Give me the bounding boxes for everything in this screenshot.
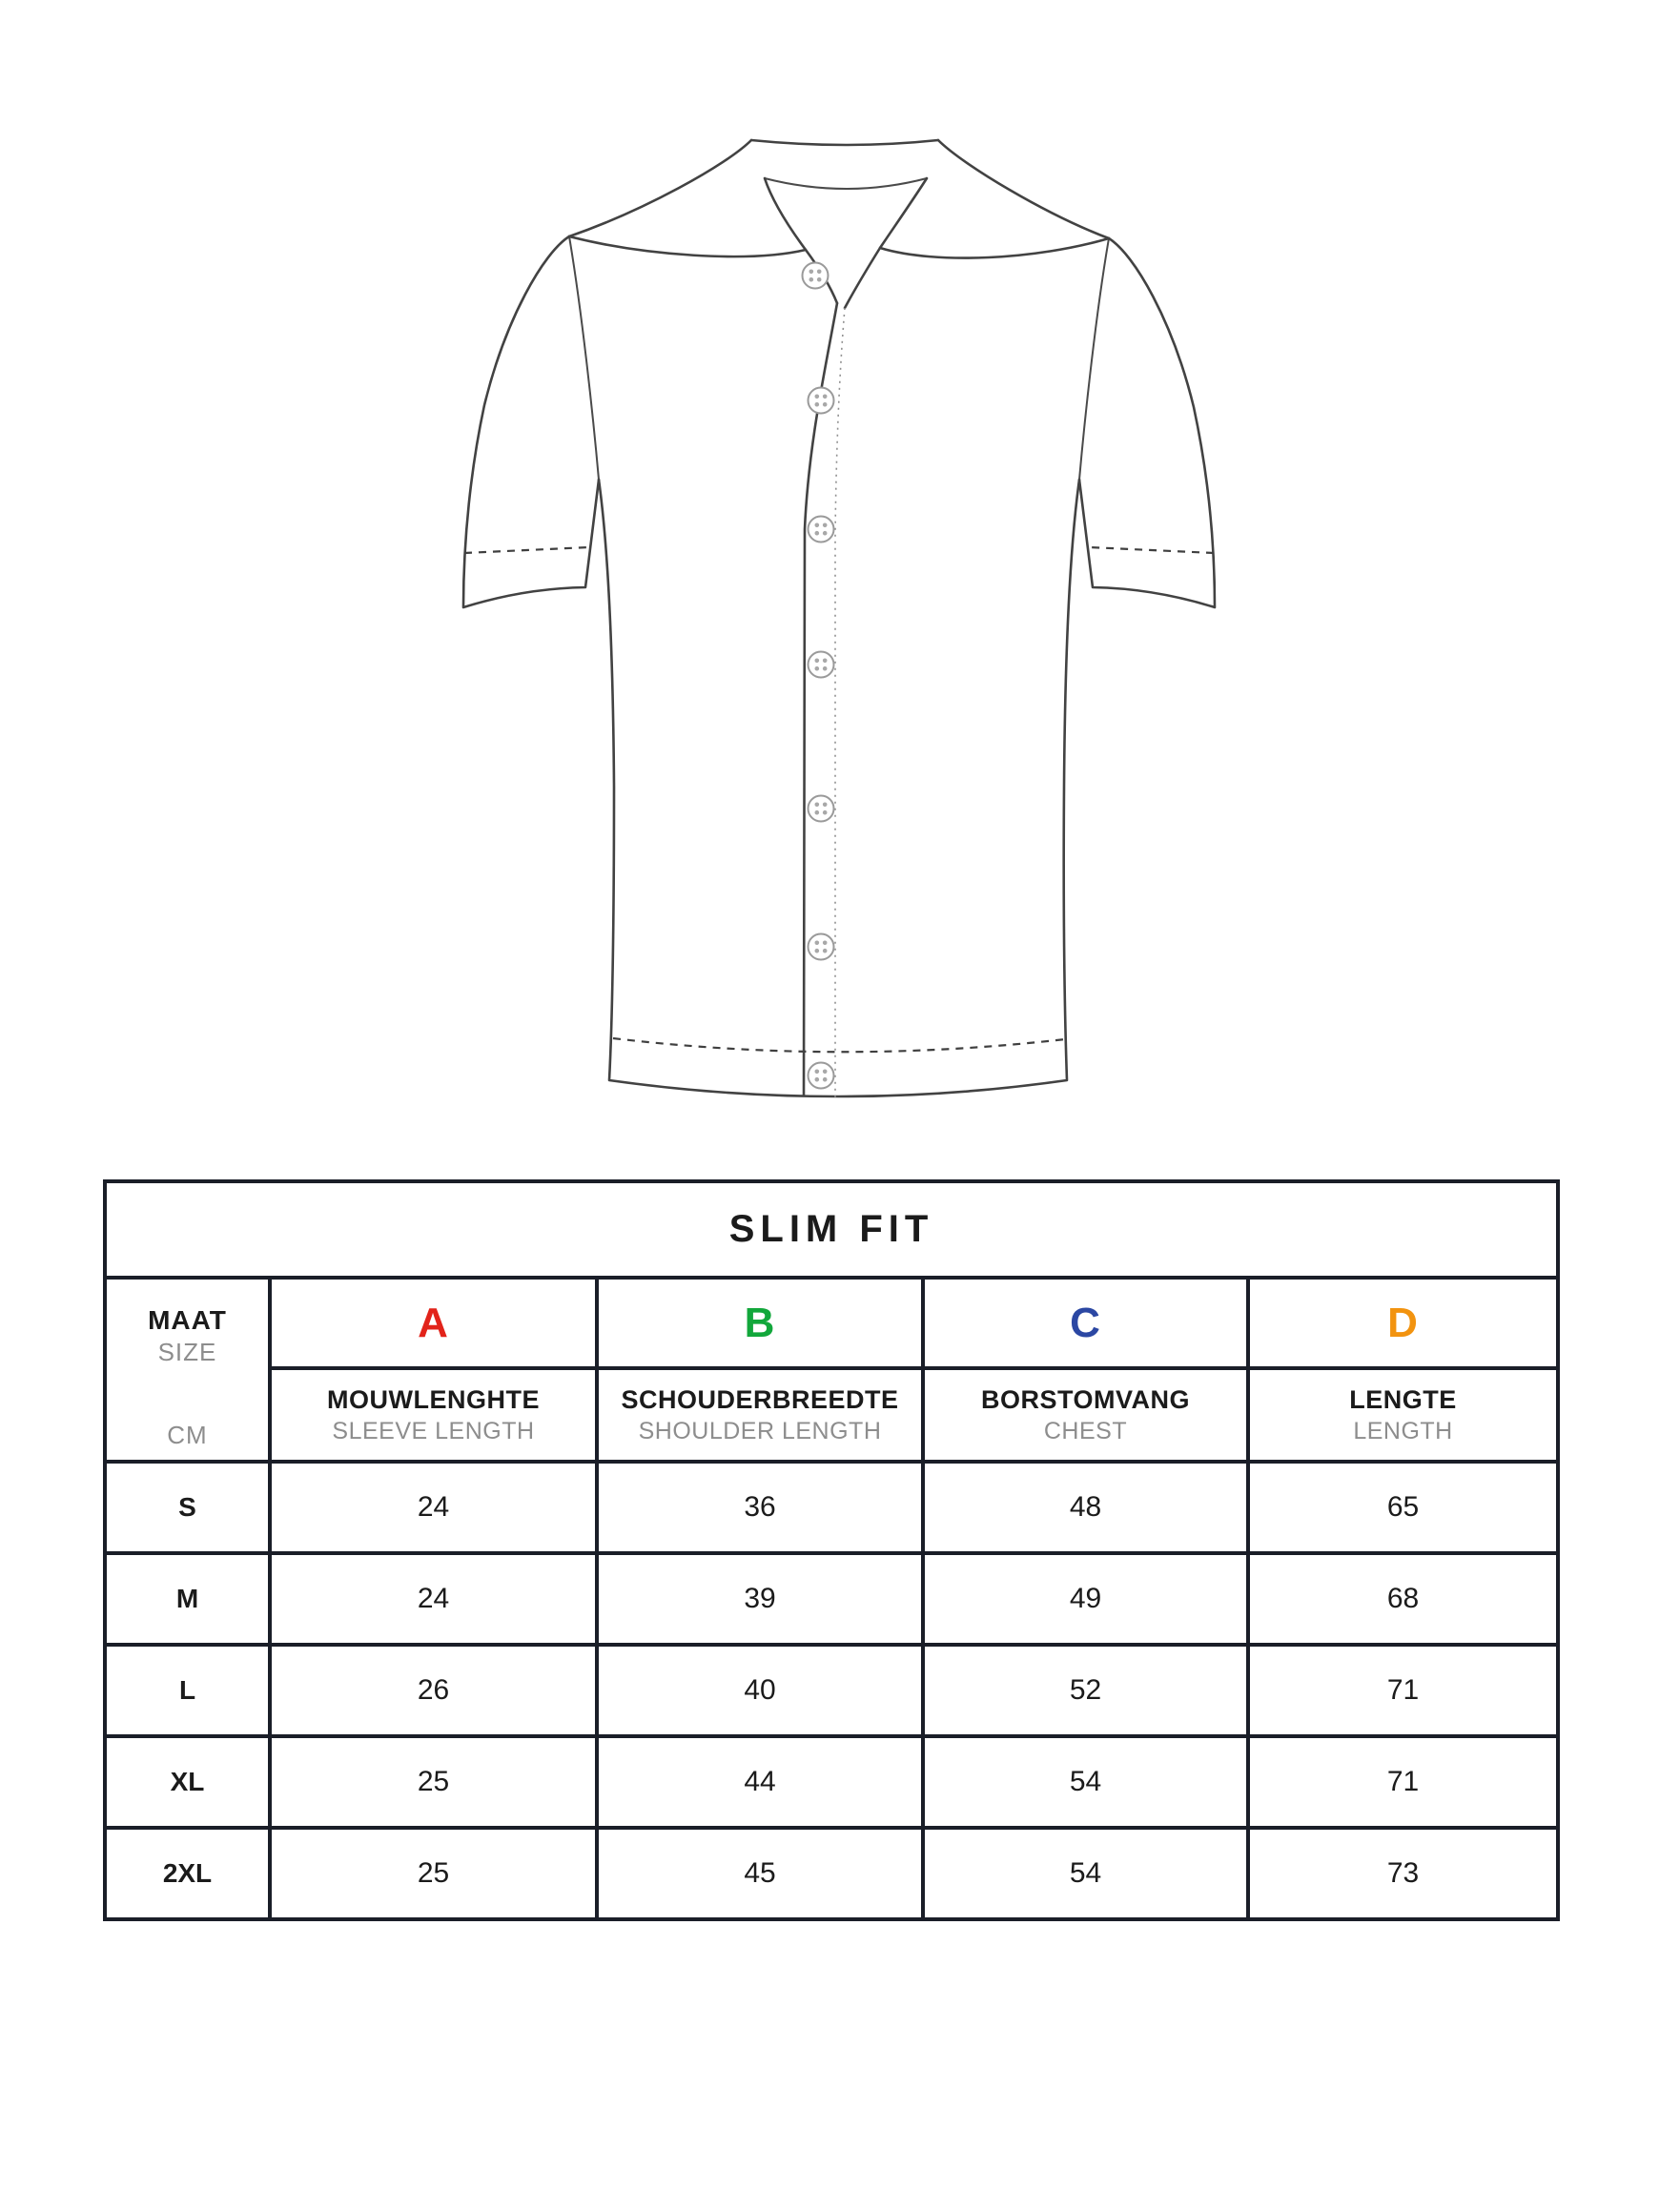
corner-unit-label: CM xyxy=(167,1420,208,1449)
right-armhole-seam xyxy=(1079,238,1109,480)
column-name-en: SHOULDER LENGTH xyxy=(638,1417,882,1444)
column-name-d xyxy=(1248,1368,1558,1462)
value-cell: 44 xyxy=(597,1736,923,1828)
table-row xyxy=(105,1553,1558,1645)
table-title: SLIM FIT xyxy=(105,1181,1558,1278)
shirt-button xyxy=(809,652,834,678)
placket-left-edge xyxy=(803,303,837,1096)
hem-stitch-line xyxy=(613,1038,1065,1052)
value-cell: 54 xyxy=(923,1736,1248,1828)
value-cell: 68 xyxy=(1248,1553,1558,1645)
placket-stitch-line xyxy=(835,308,845,1097)
column-letter-b: B xyxy=(597,1278,923,1368)
column-name-nl: MOUWLENGHTE xyxy=(327,1384,540,1414)
table-title-row xyxy=(105,1181,1558,1278)
value-cell: 65 xyxy=(1248,1462,1558,1553)
collar-left-flap xyxy=(569,178,806,256)
corner-size-label: SIZE xyxy=(157,1337,217,1366)
collar-right-flap xyxy=(880,178,1109,258)
value-cell: 26 xyxy=(270,1645,597,1736)
table-row xyxy=(105,1645,1558,1736)
size-cell: XL xyxy=(105,1736,270,1828)
size-cell: S xyxy=(105,1462,270,1553)
table-row xyxy=(105,1462,1558,1553)
shirt-button xyxy=(809,388,834,414)
left-cuff-stitch-line xyxy=(464,547,588,553)
value-cell: 54 xyxy=(923,1828,1248,1919)
value-cell: 36 xyxy=(597,1462,923,1553)
shirt-button xyxy=(809,934,834,960)
corner-maat-label: MAAT xyxy=(148,1304,227,1335)
neckline-right-edge xyxy=(845,248,880,308)
column-name-c xyxy=(923,1368,1248,1462)
collar-right-outer-edge xyxy=(938,140,1109,238)
value-cell: 24 xyxy=(270,1553,597,1645)
shirt-button xyxy=(803,263,829,289)
column-name-b xyxy=(597,1368,923,1462)
column-name-nl: BORSTOMVANG xyxy=(980,1384,1190,1414)
value-cell: 40 xyxy=(597,1645,923,1736)
column-letter-c: C xyxy=(923,1278,1248,1368)
shirt-button xyxy=(809,517,834,543)
column-name-en: LENGTH xyxy=(1353,1417,1453,1444)
left-armhole-seam xyxy=(569,236,599,480)
column-letter-row xyxy=(105,1278,1558,1368)
collar-back-top-edge xyxy=(751,140,938,145)
value-cell: 73 xyxy=(1248,1828,1558,1919)
value-cell: 24 xyxy=(270,1462,597,1553)
shirt-body-outline xyxy=(599,480,1079,1096)
size-cell: 2XL xyxy=(105,1828,270,1919)
column-name-row xyxy=(105,1368,1558,1462)
shirt-button xyxy=(809,1063,834,1089)
size-chart-table xyxy=(103,1179,1560,1921)
value-cell: 52 xyxy=(923,1645,1248,1736)
collar-back-seam xyxy=(765,178,927,189)
table-row xyxy=(105,1828,1558,1919)
column-letter-a: A xyxy=(270,1278,597,1368)
value-cell: 48 xyxy=(923,1462,1248,1553)
size-cell: M xyxy=(105,1553,270,1645)
column-name-nl: SCHOUDERBREEDTE xyxy=(621,1384,899,1414)
value-cell: 71 xyxy=(1248,1645,1558,1736)
shirt-buttons xyxy=(803,263,834,1089)
column-name-a xyxy=(270,1368,597,1462)
shirt-illustration xyxy=(448,119,1230,1130)
shirt-sketch-svg xyxy=(448,119,1230,1130)
table-row xyxy=(105,1736,1558,1828)
column-name-en: CHEST xyxy=(1043,1417,1128,1444)
shirt-button xyxy=(809,796,834,822)
size-cell: L xyxy=(105,1645,270,1736)
value-cell: 39 xyxy=(597,1553,923,1645)
value-cell: 49 xyxy=(923,1553,1248,1645)
corner-cell xyxy=(105,1278,270,1462)
value-cell: 25 xyxy=(270,1736,597,1828)
right-cuff-stitch-line xyxy=(1090,547,1214,553)
column-letter-d: D xyxy=(1248,1278,1558,1368)
value-cell: 71 xyxy=(1248,1736,1558,1828)
collar-left-outer-edge xyxy=(569,140,751,236)
column-name-en: SLEEVE LENGTH xyxy=(332,1417,535,1444)
value-cell: 45 xyxy=(597,1828,923,1919)
value-cell: 25 xyxy=(270,1828,597,1919)
column-name-nl: LENGTE xyxy=(1349,1384,1457,1414)
